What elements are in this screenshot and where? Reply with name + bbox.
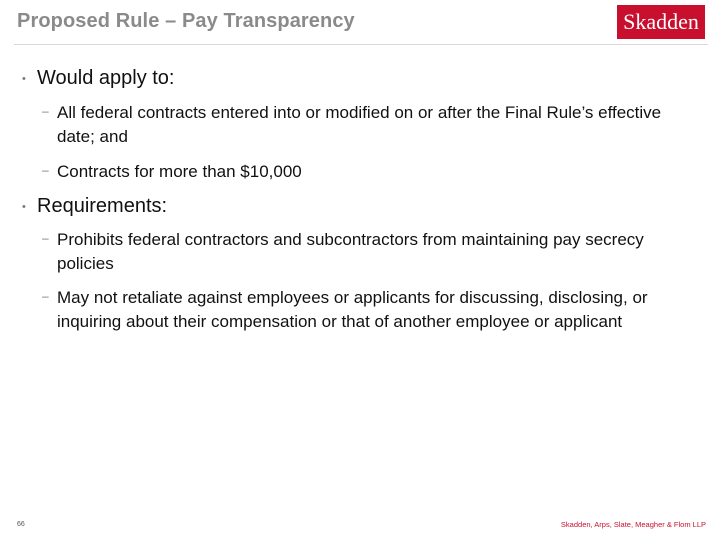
dash-icon: – [42, 163, 49, 177]
list-item: Contracts for more than $10,000 [57, 162, 302, 181]
header-divider [14, 44, 708, 45]
section-heading: Would apply to: [37, 67, 175, 89]
list-item: May not retaliate against employees or applicants for discussing, disclosing, or inquiring about their compensation or that of another employee or applicant [57, 288, 648, 331]
firm-name: Skadden, Arps, Slate, Meagher & Flom LLP [560, 520, 706, 529]
list-item: All federal contracts entered into or modified on or after the Final Rule’s effective date; and [57, 103, 662, 146]
dash-icon: – [42, 289, 49, 303]
list-item: Prohibits federal contractors and subcontractors from maintaining pay secrecy policies [57, 230, 644, 273]
dash-icon: – [42, 231, 49, 245]
bullet-icon: • [22, 73, 26, 85]
bullet-icon: • [22, 201, 26, 213]
dash-icon: – [42, 104, 49, 118]
slide-title: Proposed Rule – Pay Transparency [17, 10, 355, 32]
skadden-logo: Skadden [617, 5, 705, 39]
page-number: 66 [17, 521, 25, 528]
section-heading: Requirements: [37, 195, 168, 217]
